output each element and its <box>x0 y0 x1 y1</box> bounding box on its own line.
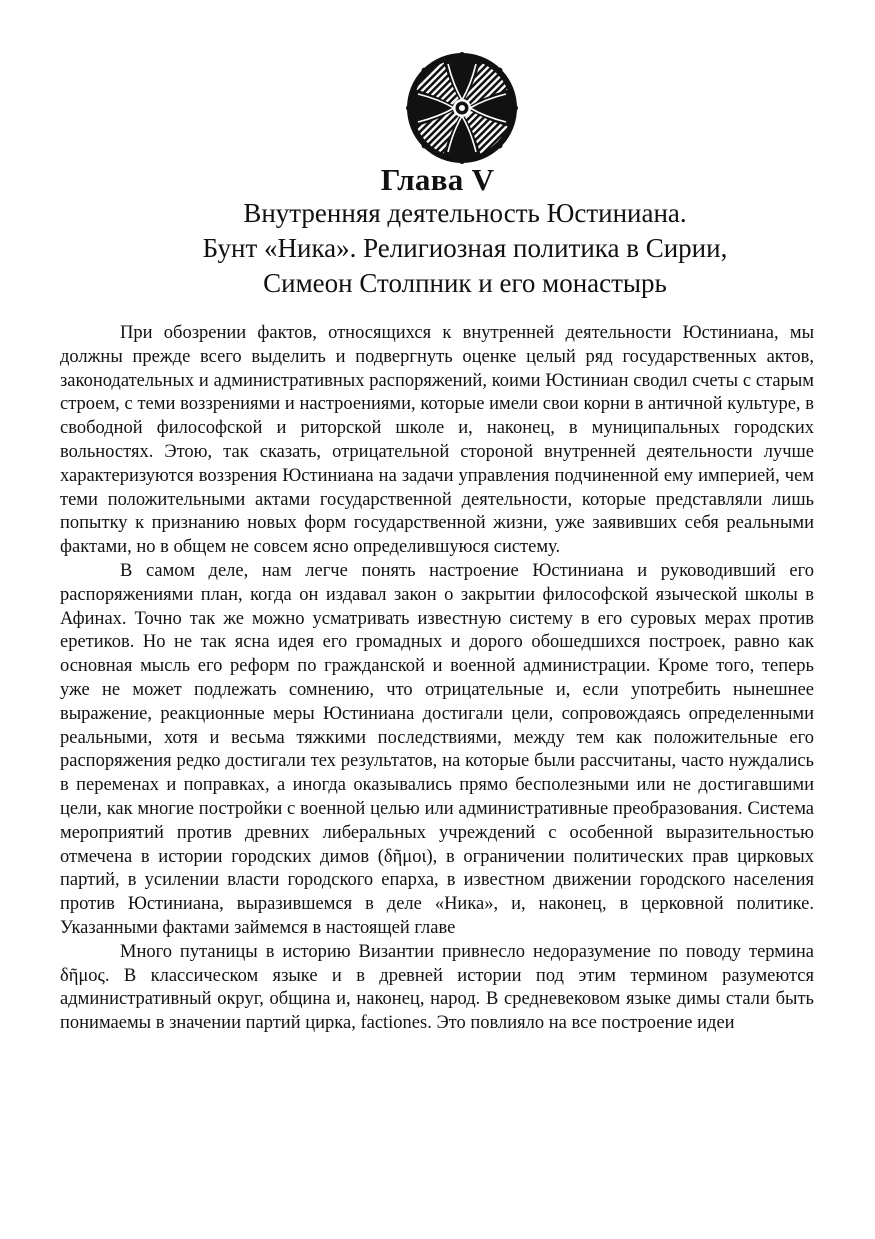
chapter-title: Глава V <box>380 162 495 197</box>
body-text <box>60 322 814 1036</box>
paragraph: В самом деле, нам легче понять настроение Юстиниана и руководивший его распоряжениями план, когда он издавал закон о закрытии философской языческой школы в Афинах. Точно так же можно усматривать известную систему в его суровых мерах против еретиков. Но не так ясна идея его громадных и дорого обошедшихся построек, равно как основная мысль его реформ по гражданской и военной администрации. Кроме того, теперь уже не может подлежать сомнению, что отрицательные и, если употребить нынешнее выражение, реакционные меры Юстиниана достигали цели, сопровождаясь определенными реальными, хотя и весьма тяжкими последствиями, между тем как положительные его распоряжения редко достигали тех результатов, на которые были рассчитаны, часто нуждались в переменах и поправках, а иногда оказывались прямо бесполезными или не достигавшими цели, как многие постройки с военной целью или административные преобразования. Система мероприятий против древних либеральных учреждений с особенной выразительностью отмечена в истории городских димов (δῆμοι), в ограничении политических прав цирковых партий, в усилении власти городского епарха, в известном движении городского населения против Юстиниана, выразившемся в деле «Ника», и, наконец, в церковной политике. Указанными фактами займемся в настоящей главе <box>60 560 814 938</box>
subtitle-line: Бунт «Ника». Религиозная политика в Сирии, <box>202 233 728 263</box>
subtitle-line: Внутренняя деятельность Юстиниана. <box>243 198 687 228</box>
paragraph: При обозрении фактов, относящихся к внутренней деятельности Юстиниана, мы должны прежде всего выделить и подвергнуть оценке целый ряд государственных актов, законодательных и административных распоряжений, коими Юстиниан сводил счеты с старым строем, с теми воззрениями и настроениями, которые имели свои корни в античной культуре, в свободной философской и риторской школе и, наконец, в муниципальных городских вольностях. Этою, так сказать, отрицательной стороной внутренней деятельности лучше характеризуются воззрения Юстиниана на задачи управления подчиненной ему империей, чем теми положительными актами государственной деятельности, которые представляли лишь попытку к признанию новых форм государственной жизни, уже заявивших себя реальными фактами, но в общем не совсем ясно определившуюся систему. <box>60 323 814 558</box>
subtitle-line: Симеон Столпник и его монастырь <box>263 268 667 298</box>
chapter-subtitle <box>150 196 780 301</box>
byzantine-cross-rosette-icon <box>406 52 518 164</box>
paragraph: Много путаницы в историю Византии привнесло недоразумение по поводу термина δῆμος. В классическом языке и в древней истории под этим термином разумеются административный округ, община и, наконец, народ. В средневековом языке димы стали быть понимаемы в значении партий цирка, factiones. Это повлияло на все построение идеи <box>60 941 814 1034</box>
